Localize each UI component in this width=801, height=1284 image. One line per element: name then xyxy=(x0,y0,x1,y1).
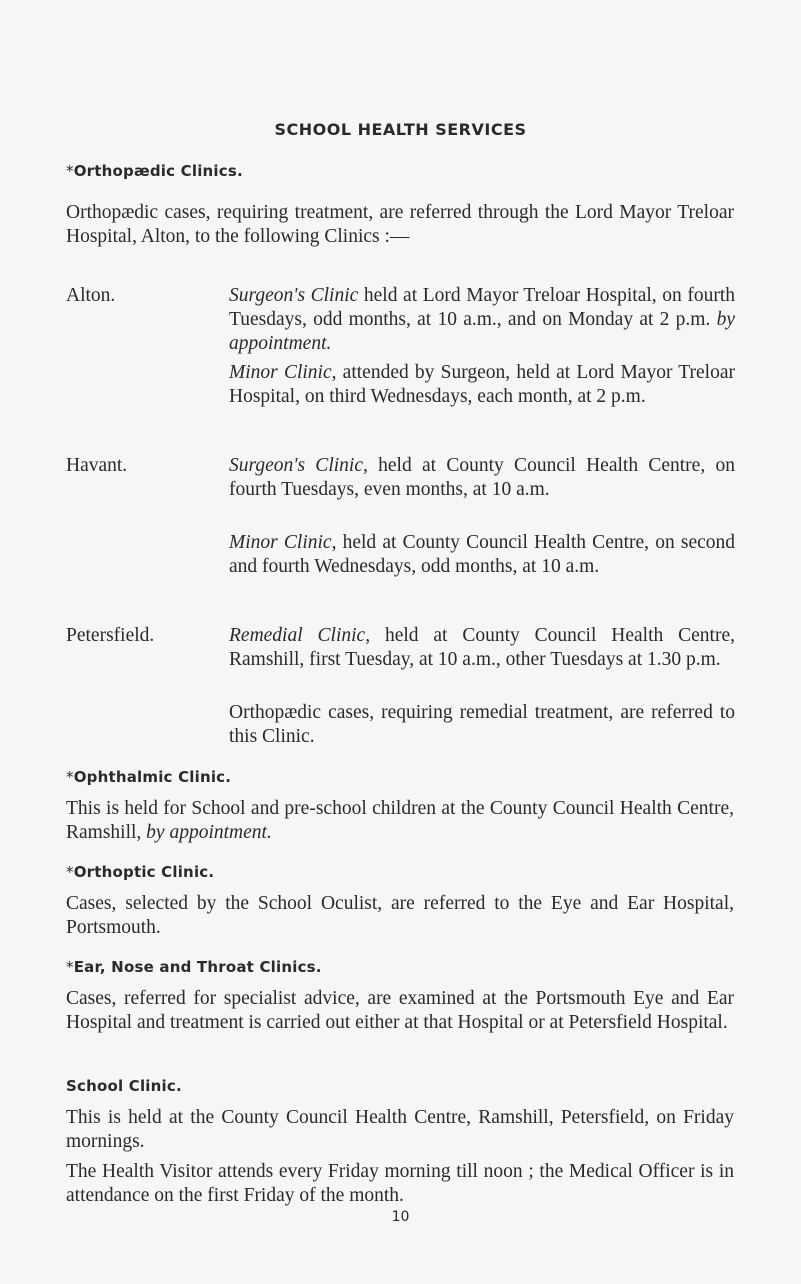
clinic-details: , attended by Surgeon, held at Lord Mayor Treloar Hospital, on third Wednesdays, each month, at 2 p.m. xyxy=(229,362,735,407)
asterisk-mark: * xyxy=(66,863,74,881)
alton-minor-clinic xyxy=(229,361,735,409)
clinic-details: , held at County Council Health Centre, on second and fourth Wednesdays, odd months, at 10 a.m. xyxy=(229,532,735,577)
clinic-name: Minor Clinic xyxy=(229,362,332,383)
havant-minor-clinic xyxy=(229,531,735,579)
havant-surgeons-clinic xyxy=(229,454,735,502)
asterisk-mark: * xyxy=(66,768,74,786)
clinic-details: held at Lord Mayor Treloar Hospital, on fourth Tuesdays, odd months, at 10 a.m., and on Monday at 2 p.m. xyxy=(229,285,735,330)
school-clinic-heading: School Clinic. xyxy=(66,1077,182,1095)
orthoptic-heading-text: Orthoptic Clinic. xyxy=(73,863,215,881)
page-number: 10 xyxy=(391,1209,410,1225)
place-havant: Havant. xyxy=(66,455,128,476)
appointment-note: by appointment. xyxy=(146,822,272,843)
ophthalmic-heading-text: Ophthalmic Clinic. xyxy=(73,768,232,786)
asterisk-mark: * xyxy=(66,958,74,976)
clinic-details: , held at County Council Health Centre, Ramshill, first Tuesday, at 10 a.m., other Tuesdays at 1.30 p.m. xyxy=(229,625,735,670)
orthopaedic-heading-text: Orthopædic Clinics. xyxy=(73,162,243,180)
clinic-name: Surgeon's Clinic xyxy=(229,455,363,476)
clinic-name: Remedial Clinic xyxy=(229,625,366,646)
clinic-name: Minor Clinic xyxy=(229,532,332,553)
orthoptic-heading xyxy=(66,863,214,881)
ent-heading-text: Ear, Nose and Throat Clinics. xyxy=(73,958,322,976)
orthoptic-text: Cases, selected by the School Oculist, are referred to the Eye and Ear Hospital, Portsmouth. xyxy=(66,893,734,938)
running-head: SCHOOL HEALTH SERVICES xyxy=(274,120,527,139)
place-alton: Alton. xyxy=(66,285,116,306)
clinic-details: , held at County Council Health Centre, on fourth Tuesdays, even months, at 10 a.m. xyxy=(229,455,735,500)
ophthalmic-heading xyxy=(66,768,231,786)
clinic-name: Surgeon's Clinic xyxy=(229,285,359,306)
school-clinic-attendance: The Health Visitor attends every Friday morning till noon ; the Medical Officer is in attendance on the first Friday of the month. xyxy=(66,1161,734,1206)
alton-surgeons-clinic xyxy=(229,284,735,356)
petersfield-note: Orthopædic cases, requiring remedial treatment, are referred to this Clinic. xyxy=(229,702,735,747)
orthopaedic-intro: Orthopædic cases, requiring treatment, are referred through the Lord Mayor Treloar Hospital, Alton, to the following Clinics :— xyxy=(66,202,734,247)
asterisk-mark: * xyxy=(66,162,74,180)
ent-text: Cases, referred for specialist advice, are examined at the Portsmouth Eye and Ear Hospital and treatment is carried out either at that Hospital or at Petersfield Hospital. xyxy=(66,988,734,1033)
ophthalmic-details: This is held for School and pre-school children at the County Council Health Centre, Ramshill, xyxy=(66,798,734,843)
school-clinic-text: This is held at the County Council Health Centre, Ramshill, Petersfield, on Friday mornings. xyxy=(66,1107,734,1152)
place-petersfield: Petersfield. xyxy=(66,625,155,646)
petersfield-remedial-clinic xyxy=(229,624,735,672)
ophthalmic-text xyxy=(66,797,734,845)
appointment-note: by appointment. xyxy=(229,309,735,354)
orthopaedic-heading xyxy=(66,162,243,180)
ent-heading xyxy=(66,958,322,976)
